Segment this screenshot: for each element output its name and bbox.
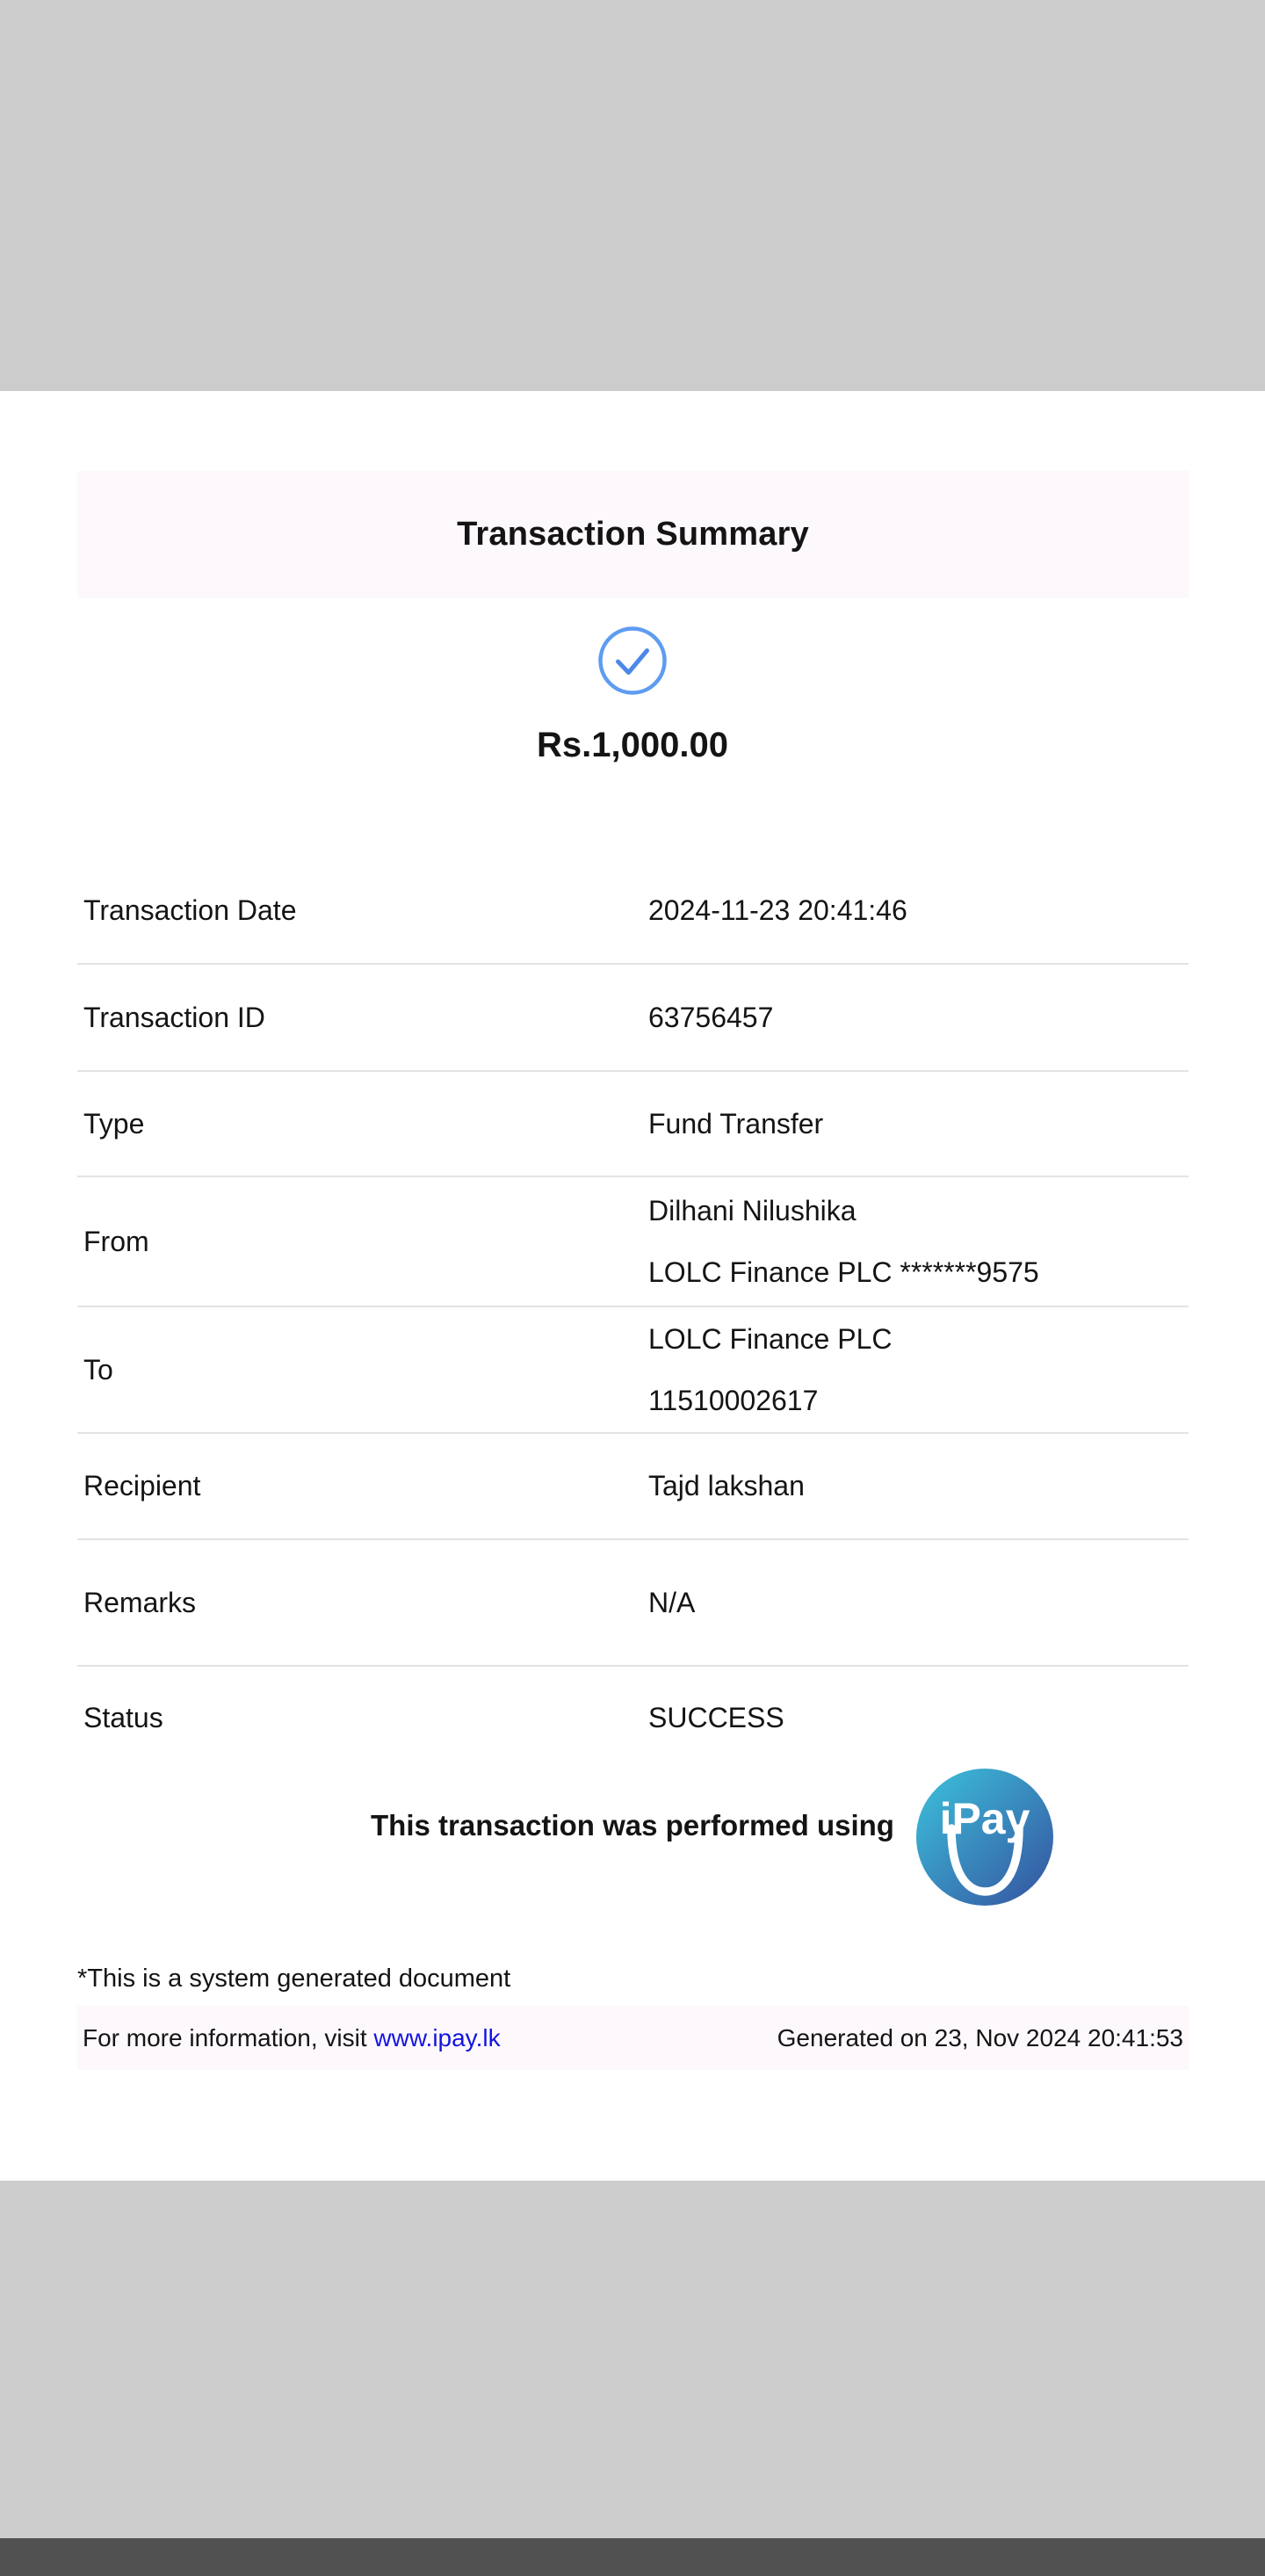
- ipay-logo-svg: [916, 1769, 1053, 1906]
- row-label: To: [83, 1353, 113, 1386]
- page-title: Transaction Summary: [457, 516, 809, 553]
- footer-bar: [77, 2006, 1189, 2070]
- row-value: [648, 1702, 1189, 1734]
- row-value: [648, 894, 1189, 927]
- table-row: [77, 1667, 1189, 1769]
- table-row: [77, 1307, 1189, 1434]
- table-row: [77, 1540, 1189, 1667]
- transaction-details-table: [77, 857, 1189, 1769]
- footer-info-text: For more information, visit: [83, 2023, 374, 2051]
- table-row: [77, 1434, 1189, 1540]
- row-label: From: [83, 1225, 149, 1257]
- ipay-logo: [916, 1769, 1053, 1906]
- row-value-line: 11510002617: [648, 1384, 819, 1416]
- bottom-toolbar: [0, 2538, 1265, 2576]
- row-value: [648, 1470, 1189, 1502]
- performed-using-text: This transaction was performed using: [371, 1809, 894, 1842]
- row-value: [648, 1323, 1189, 1417]
- ipay-link[interactable]: www.ipay.lk: [373, 2023, 501, 2051]
- ipay-logo-text: iPay: [939, 1794, 1030, 1843]
- row-value: [648, 1195, 1189, 1289]
- row-value-line: Fund Transfer: [648, 1107, 824, 1140]
- row-value: [648, 1002, 1189, 1034]
- row-value-line: 2024-11-23 20:41:46: [648, 894, 907, 926]
- row-label: Transaction ID: [83, 1001, 265, 1033]
- row-value: [648, 1587, 1189, 1619]
- row-label: Remarks: [83, 1586, 197, 1618]
- row-value-line: N/A: [648, 1586, 696, 1618]
- check-circle-svg: [597, 626, 668, 696]
- row-value-line: Tajd lakshan: [648, 1470, 805, 1501]
- row-value-line: Dilhani Nilushika: [648, 1194, 857, 1226]
- performed-using-section: [0, 1769, 1265, 1909]
- success-check-icon: [0, 626, 1265, 696]
- row-label: Recipient: [83, 1470, 201, 1501]
- footer-info: [83, 2024, 501, 2052]
- viewer-background-bottom: [0, 2181, 1265, 2538]
- row-label: Status: [83, 1701, 163, 1733]
- document-header-band: [77, 471, 1189, 598]
- row-value-line: SUCCESS: [648, 1701, 784, 1733]
- table-row: [77, 1072, 1189, 1177]
- generated-timestamp: Generated on 23, Nov 2024 20:41:53: [777, 2023, 1183, 2051]
- transaction-amount: Rs.1,000.00: [537, 726, 728, 764]
- row-value-line: 63756457: [648, 1001, 774, 1033]
- row-label: Type: [83, 1107, 145, 1140]
- row-value-line: LOLC Finance PLC: [648, 1322, 893, 1355]
- row-label: Transaction Date: [83, 894, 297, 926]
- system-generated-note: *This is a system generated document: [77, 1965, 511, 1993]
- row-value-line: LOLC Finance PLC *******9575: [648, 1255, 1039, 1288]
- viewer-background-top: [0, 0, 1265, 391]
- row-value: [648, 1108, 1189, 1140]
- table-row: [77, 857, 1189, 965]
- table-row: [77, 965, 1189, 1072]
- receipt-document: [0, 391, 1265, 2181]
- table-row: [77, 1177, 1189, 1307]
